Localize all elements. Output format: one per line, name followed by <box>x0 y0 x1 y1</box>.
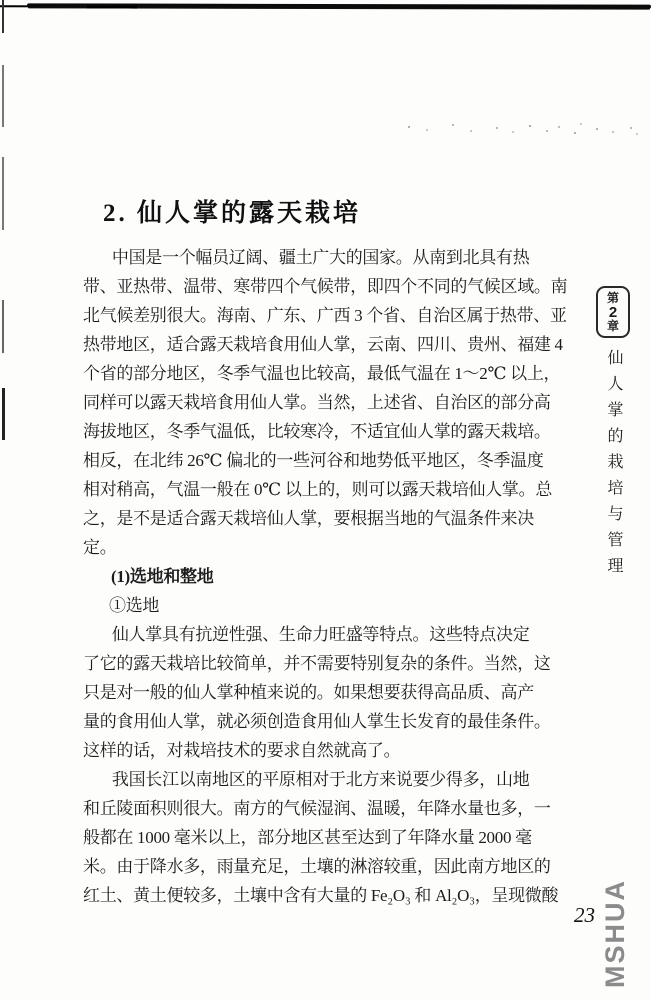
text-line: 了它的露天栽培比较简单，并不需要特别复杂的条件。当然，这 <box>83 654 551 673</box>
scan-artifact-left-edge <box>2 157 4 230</box>
text-line: 定。 <box>83 538 117 557</box>
text-line: 相对稍高，气温一般在 0℃ 以上的，则可以露天栽培仙人掌。总 <box>83 480 553 499</box>
scan-artifact-speckles <box>408 126 410 128</box>
chapter-badge-number: 2 <box>608 303 618 321</box>
text-line: 海拔地区，冬季气温低，比较寒冷，不适宜仙人掌的露天栽培。 <box>83 422 551 441</box>
text-line: 仙人掌具有抗逆性强、生命力旺盛等特点。这些特点决定 <box>111 625 530 644</box>
section-title: 2. 仙人掌的露天栽培 <box>103 200 362 227</box>
subsubsection-heading-site-selection: ①选地 <box>109 596 160 615</box>
paragraph-cactus-traits <box>83 620 571 765</box>
text-line: 北气候差别很大。海南、广东、广西 3 个省、自治区属于热带、亚 <box>83 306 567 325</box>
text-line: 中国是一个幅员辽阔、疆土广大的国家。从南到北具有热 <box>111 248 530 267</box>
text-line: 量的食用仙人掌，就必须创造食用仙人掌生长发育的最佳条件。 <box>83 712 551 731</box>
scan-artifact-top-line <box>27 3 651 8</box>
text-line: 只是对一般的仙人掌种植来说的。如果想要获得高品质、高产 <box>83 683 534 702</box>
text-line: 带、亚热带、温带、寒带四个气候带，即四个不同的气候区域。南 <box>83 277 568 296</box>
text-line: 个省的部分地区，冬季气温也比较高，最低气温在 1～2℃ 以上， <box>83 364 561 383</box>
paragraph-climate-zones <box>83 243 571 562</box>
text-line: 红土、黄土便较多，土壤中含有大量的 Fe₂O₃ 和 Al₂O₃，呈现微酸 <box>83 886 559 905</box>
scan-artifact-left-edge <box>2 0 4 33</box>
text-line: 和丘陵面积则很大。南方的气候湿润、温暖，年降水量也多，一 <box>83 799 551 818</box>
scan-artifact-left-edge <box>2 388 5 440</box>
body-text <box>83 243 571 910</box>
text-line: 之，是不是适合露天栽培仙人掌，要根据当地的气温条件来决 <box>83 509 534 528</box>
text-line: 这样的话，对栽培技术的要求自然就高了。 <box>83 741 401 760</box>
chapter-badge-prefix: 第 <box>606 290 619 305</box>
chapter-badge <box>596 286 630 338</box>
scan-artifact-left-edge <box>2 65 4 127</box>
subsection-heading-site-selection-and-preparation: (1)选地和整地 <box>111 567 214 586</box>
text-line: 热带地区，适合露天栽培食用仙人掌，云南、四川、贵州、福建 4 <box>83 335 563 354</box>
text-line: 同样可以露天栽培食用仙人掌。当然，上述省、自治区的部分高 <box>83 393 551 412</box>
paragraph-southern-terrain <box>83 765 571 910</box>
page-number: 23 <box>574 903 595 927</box>
chapter-badge-suffix: 章 <box>606 318 619 333</box>
text-line: 米。由于降水多，雨量充足，土壤的淋溶较重，因此南方地区的 <box>83 857 551 876</box>
watermark: MSHUA <box>600 879 630 988</box>
scan-artifact-left-edge <box>2 300 4 353</box>
text-line: 般都在 1000 毫米以上，部分地区甚至达到了年降水量 2000 毫 <box>83 828 532 847</box>
chapter-title-vertical: 仙人掌的栽培与管理 <box>605 349 622 583</box>
text-line: 相反，在北纬 26℃ 偏北的一些河谷和地势低平地区，冬季温度 <box>83 451 544 470</box>
text-line: 我国长江以南地区的平原相对于北方来说要少得多，山地 <box>111 770 530 789</box>
